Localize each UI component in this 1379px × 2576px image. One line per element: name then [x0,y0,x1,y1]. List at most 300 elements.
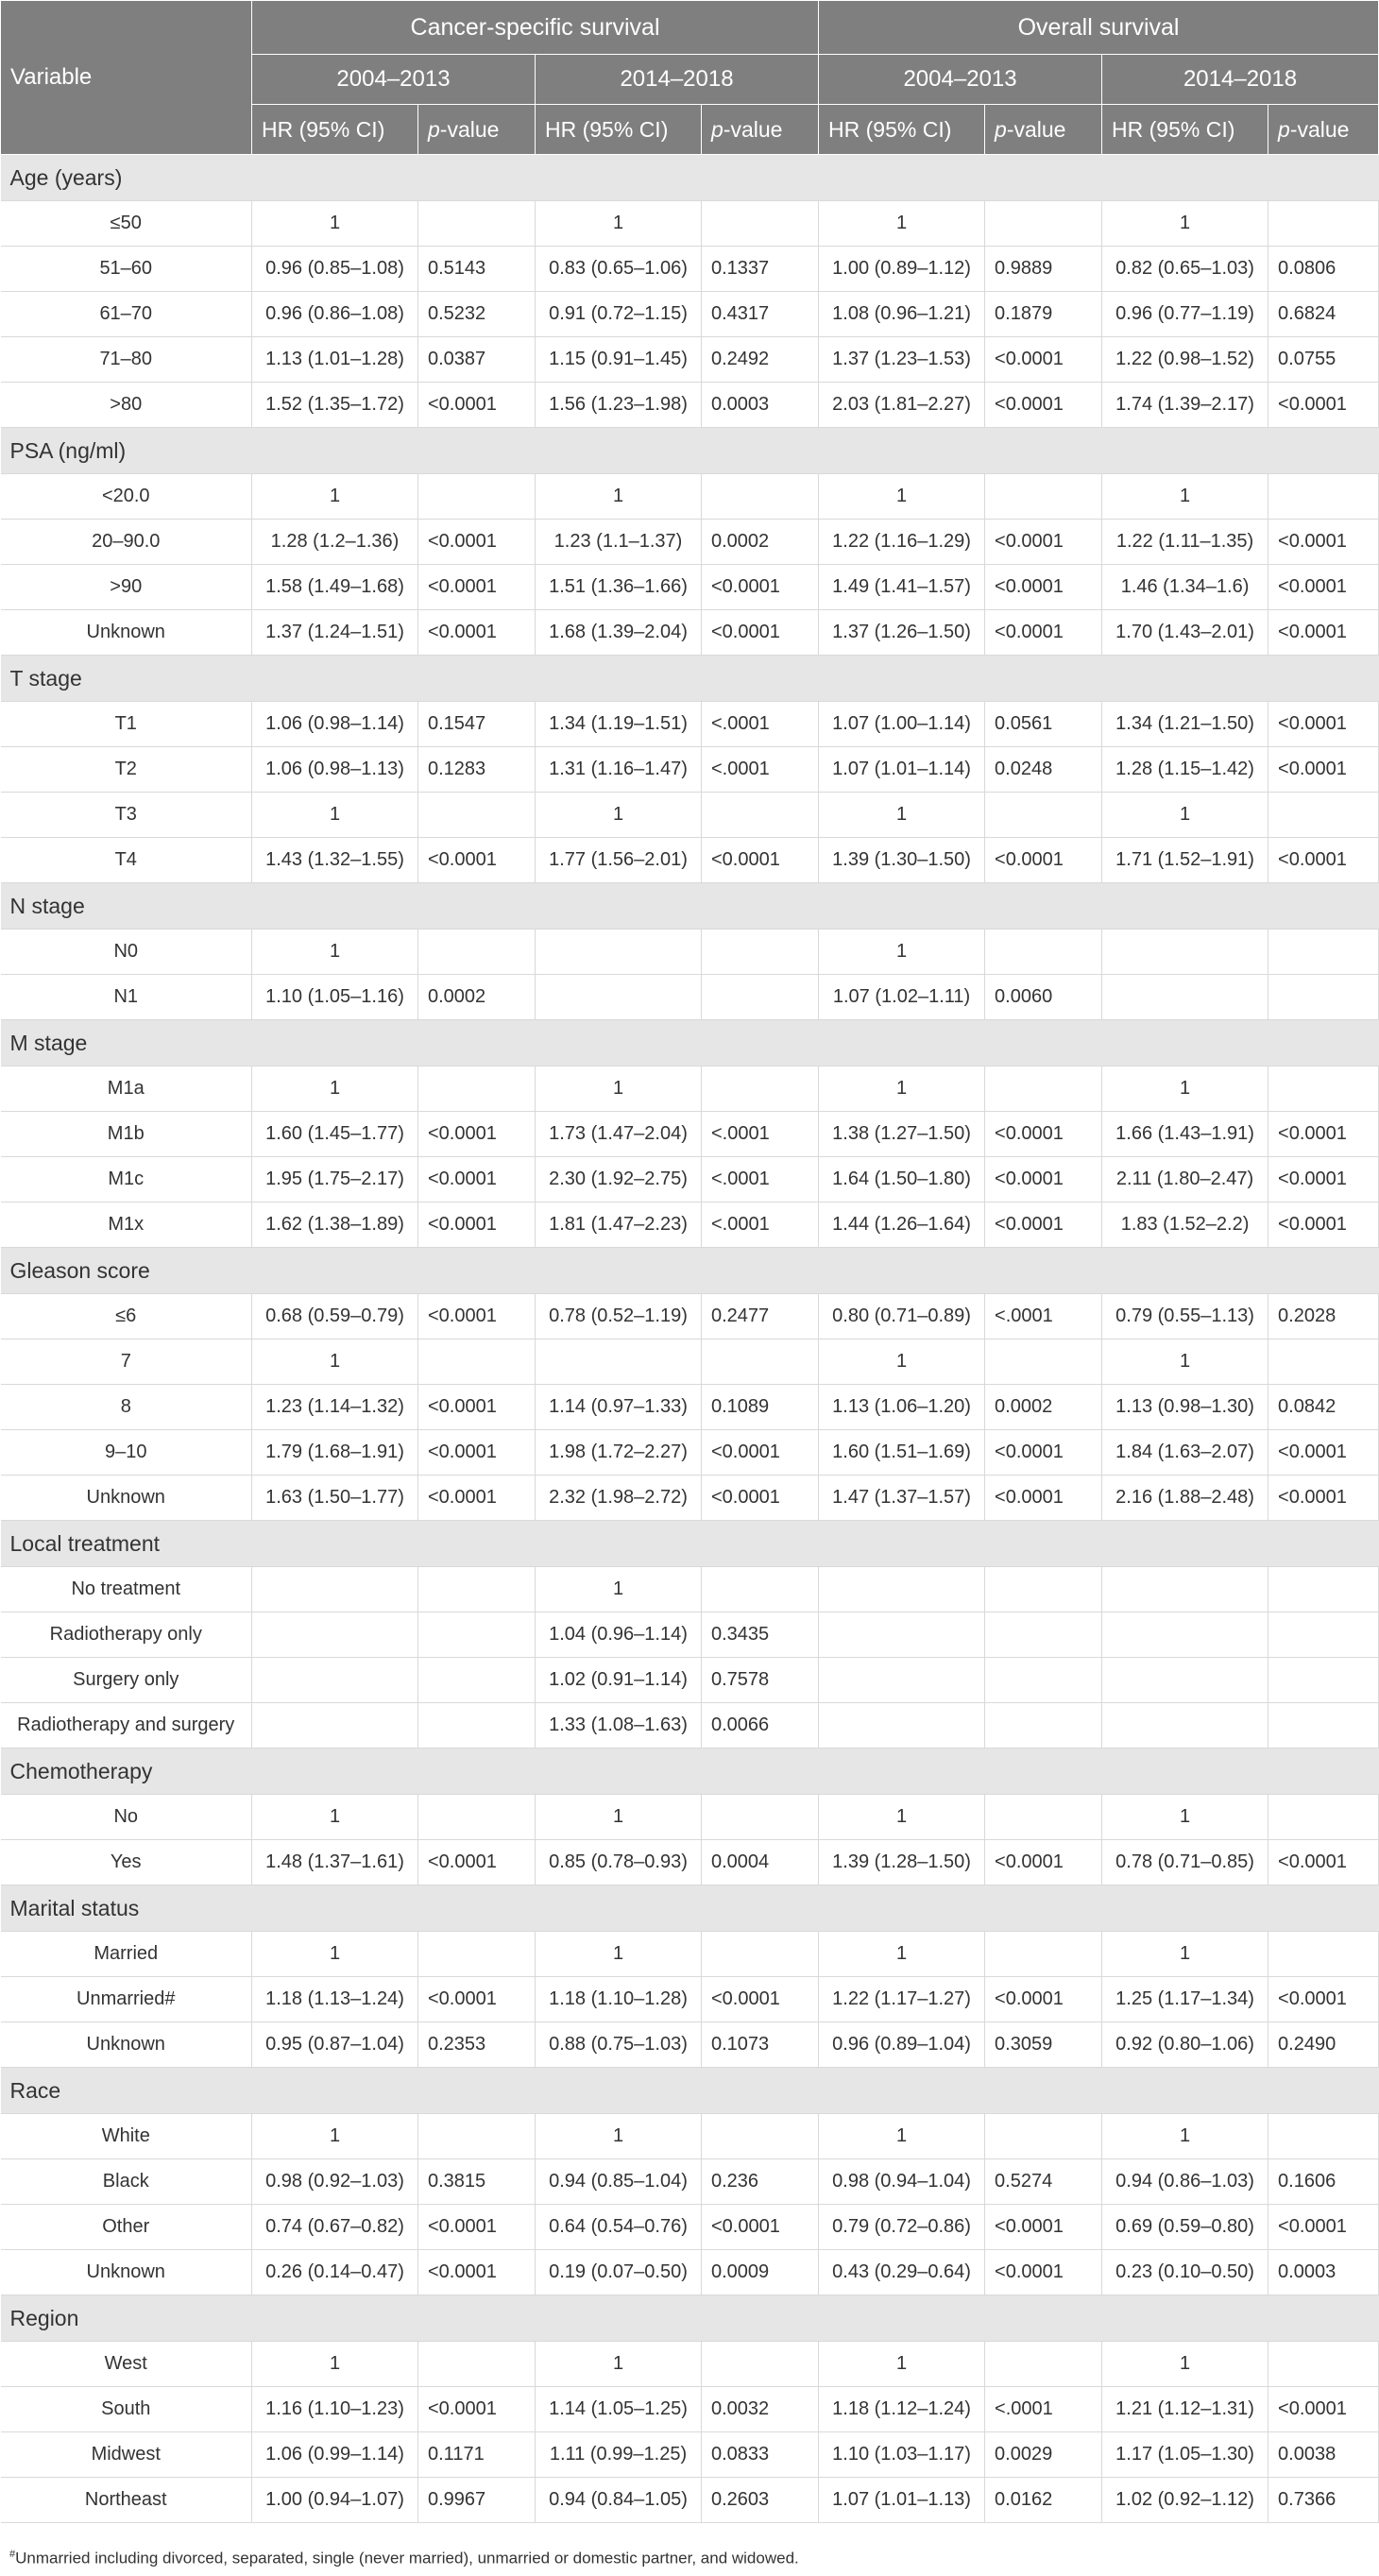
hr-cell: 1.34 (1.21–1.50) [1102,702,1268,747]
row-label: Black [1,2159,252,2205]
p-value-cell [702,1932,819,1977]
hr-cell: 1.23 (1.1–1.37) [536,520,702,565]
hr-cell: 1.43 (1.32–1.55) [252,838,418,883]
hr-cell: 1.79 (1.68–1.91) [252,1430,418,1476]
p-value-cell: <0.0001 [985,610,1102,656]
p-value-cell: <0.0001 [418,2387,536,2432]
p-value-cell [1268,474,1379,520]
hr-cell: 1 [1102,2114,1268,2159]
hr-cell: 1.60 (1.51–1.69) [819,1430,985,1476]
hr-cell: 0.43 (0.29–0.64) [819,2250,985,2295]
section-row [1,1248,1379,1294]
p-value-cell: <0.0001 [702,565,819,610]
row-label: T1 [1,702,252,747]
p-value-cell: 0.0387 [418,337,536,383]
p-value-cell [985,2342,1102,2387]
hr-cell: 1 [536,474,702,520]
p-value-cell [1268,1795,1379,1840]
row-label: ≤50 [1,201,252,247]
p-value-cell: 0.0833 [702,2432,819,2478]
section-title: T stage [1,656,1379,702]
p-value-cell: <.0001 [702,1157,819,1203]
hr-cell: 1 [252,930,418,975]
hr-cell: 1 [1102,1066,1268,1112]
row-label: T4 [1,838,252,883]
p-value-cell: <0.0001 [1268,1977,1379,2022]
table-row [1,201,1379,247]
p-value-cell [985,2114,1102,2159]
hr-cell: 1.06 (0.99–1.14) [252,2432,418,2478]
hr-cell: 2.11 (1.80–2.47) [1102,1157,1268,1203]
p-value-cell: <0.0001 [418,1157,536,1203]
hr-cell [536,975,702,1020]
hr-cell: 1.14 (0.97–1.33) [536,1385,702,1430]
hr-cell: 1.56 (1.23–1.98) [536,383,702,428]
section-row [1,428,1379,474]
hr-cell: 1 [819,793,985,838]
section-title: PSA (ng/ml) [1,428,1379,474]
hr-cell: 0.92 (0.80–1.06) [1102,2022,1268,2068]
table-row [1,1157,1379,1203]
footnote-mark: # [9,2549,16,2560]
table-row [1,1932,1379,1977]
hr-cell [1102,1567,1268,1612]
hr-cell [819,1658,985,1703]
p-value-cell: <0.0001 [418,2250,536,2295]
p-value-cell [1268,1339,1379,1385]
p-value-cell: <0.0001 [985,1476,1102,1521]
row-label: South [1,2387,252,2432]
p-value-cell: <0.0001 [418,838,536,883]
hr-cell: 1 [819,1932,985,1977]
p-value-cell [1268,1932,1379,1977]
p-value-cell: 0.0029 [985,2432,1102,2478]
hr-cell: 1.23 (1.14–1.32) [252,1385,418,1430]
hr-cell: 1.07 (1.02–1.11) [819,975,985,1020]
p-value-cell: <0.0001 [418,520,536,565]
p-value-cell: <0.0001 [702,1430,819,1476]
row-label: Yes [1,1840,252,1885]
hr-cell: 0.64 (0.54–0.76) [536,2205,702,2250]
p-value-cell: <0.0001 [985,1112,1102,1157]
hr-cell: 1.07 (1.00–1.14) [819,702,985,747]
row-label: Unknown [1,1476,252,1521]
p-value-cell: 0.9889 [985,247,1102,292]
hr-cell: 0.26 (0.14–0.47) [252,2250,418,2295]
table-row [1,1203,1379,1248]
table-row [1,793,1379,838]
table-body [1,155,1379,2523]
hr-cell: 1 [819,201,985,247]
table-row [1,474,1379,520]
p-value-cell [418,1066,536,1112]
hr-cell: 1.31 (1.16–1.47) [536,747,702,793]
row-label: M1c [1,1157,252,1203]
hr-cell: 1.07 (1.01–1.14) [819,747,985,793]
hr-cell: 1.08 (0.96–1.21) [819,292,985,337]
hr-cell: 1.13 (0.98–1.30) [1102,1385,1268,1430]
hr-cell: 1 [536,2114,702,2159]
p-value-cell: <0.0001 [985,1157,1102,1203]
hr-cell: 0.95 (0.87–1.04) [252,2022,418,2068]
hr-cell: 1.48 (1.37–1.61) [252,1840,418,1885]
table-header [1,1,1379,155]
p-value-cell: <0.0001 [1268,838,1379,883]
table-row [1,1658,1379,1703]
row-label: Unknown [1,610,252,656]
hr-cell: 0.68 (0.59–0.79) [252,1294,418,1339]
p-value-cell: <0.0001 [1268,1157,1379,1203]
table-row [1,2022,1379,2068]
hr-cell: 1 [1102,793,1268,838]
row-label: Radiotherapy and surgery [1,1703,252,1749]
section-row [1,1749,1379,1795]
p-value-cell: 0.1073 [702,2022,819,2068]
p-value-cell: <0.0001 [418,2205,536,2250]
p-value-cell: 0.2353 [418,2022,536,2068]
hr-cell: 1.81 (1.47–2.23) [536,1203,702,1248]
p-value-cell: <.0001 [702,747,819,793]
hr-cell: 2.30 (1.92–2.75) [536,1157,702,1203]
p-value-cell: <0.0001 [985,1430,1102,1476]
p-value-cell: <0.0001 [1268,383,1379,428]
p-value-cell: <0.0001 [418,610,536,656]
p-value-cell: <0.0001 [702,610,819,656]
row-label: Married [1,1932,252,1977]
section-row [1,883,1379,930]
table-row [1,1795,1379,1840]
p-value-cell [702,201,819,247]
hr-cell: 1.77 (1.56–2.01) [536,838,702,883]
hr-cell: 1.71 (1.52–1.91) [1102,838,1268,883]
row-label: 61–70 [1,292,252,337]
hr-cell: 1.84 (1.63–2.07) [1102,1430,1268,1476]
p-value-cell [985,1612,1102,1658]
hr-header: HR (95% CI) [536,105,702,155]
p-value-cell [702,2114,819,2159]
hr-cell: 1.68 (1.39–2.04) [536,610,702,656]
table-row [1,838,1379,883]
table-row [1,247,1379,292]
hr-cell: 1 [536,1066,702,1112]
hr-cell: 1 [252,1795,418,1840]
p-value-cell: <0.0001 [985,565,1102,610]
p-value-cell: 0.3815 [418,2159,536,2205]
table-row [1,565,1379,610]
hr-cell [536,1339,702,1385]
p-value-cell: 0.0002 [985,1385,1102,1430]
hr-cell: 1 [819,1066,985,1112]
hr-cell: 0.96 (0.77–1.19) [1102,292,1268,337]
p-value-cell: <0.0001 [985,838,1102,883]
row-label: No [1,1795,252,1840]
table-row [1,1112,1379,1157]
p-value-cell: 0.0162 [985,2478,1102,2523]
table-row [1,1066,1379,1112]
row-label: West [1,2342,252,2387]
hr-cell: 0.98 (0.92–1.03) [252,2159,418,2205]
p-value-cell: <0.0001 [418,1977,536,2022]
hr-cell: 1.39 (1.30–1.50) [819,838,985,883]
row-label: M1a [1,1066,252,1112]
p-value-cell: <0.0001 [985,2250,1102,2295]
p-value-cell: <0.0001 [418,1385,536,1430]
p-value-cell: <0.0001 [985,1203,1102,1248]
p-value-cell: 0.0755 [1268,337,1379,383]
hr-cell: 1.00 (0.89–1.12) [819,247,985,292]
p-value-cell [418,2114,536,2159]
hr-cell: 1 [252,1339,418,1385]
table-row [1,1977,1379,2022]
table-row [1,337,1379,383]
hr-cell: 1 [536,201,702,247]
hr-cell: 1.22 (1.16–1.29) [819,520,985,565]
group-header-cancer-specific: Cancer-specific survival [252,1,819,55]
hr-header: HR (95% CI) [252,105,418,155]
p-value-cell [702,474,819,520]
hr-cell: 1 [1102,474,1268,520]
hr-cell [819,1703,985,1749]
p-value-cell: <0.0001 [1268,610,1379,656]
p-value-cell: 0.0248 [985,747,1102,793]
section-title: Chemotherapy [1,1749,1379,1795]
table-row [1,292,1379,337]
hr-cell: 1.11 (0.99–1.25) [536,2432,702,2478]
table-row [1,1430,1379,1476]
hr-cell: 1.73 (1.47–2.04) [536,1112,702,1157]
hr-cell: 0.96 (0.89–1.04) [819,2022,985,2068]
hr-cell: 1.58 (1.49–1.68) [252,565,418,610]
p-value-cell: 0.0002 [702,520,819,565]
row-label: T3 [1,793,252,838]
hr-cell: 0.96 (0.85–1.08) [252,247,418,292]
hr-cell [252,1703,418,1749]
hr-header: HR (95% CI) [819,105,985,155]
p-value-cell: 0.0060 [985,975,1102,1020]
p-value-header: p-value [985,105,1102,155]
hr-cell: 1.64 (1.50–1.80) [819,1157,985,1203]
hr-cell: 1.22 (1.11–1.35) [1102,520,1268,565]
period-header: 2014–2018 [536,55,819,105]
p-value-cell: <0.0001 [1268,520,1379,565]
p-value-cell [418,1567,536,1612]
table-row [1,930,1379,975]
section-title: Race [1,2068,1379,2114]
hr-cell: 1.10 (1.03–1.17) [819,2432,985,2478]
section-title: Local treatment [1,1521,1379,1567]
hr-cell: 1.02 (0.91–1.14) [536,1658,702,1703]
p-value-cell [418,1658,536,1703]
table-row [1,702,1379,747]
hr-cell: 1 [1102,2342,1268,2387]
p-value-header: p-value [1268,105,1379,155]
p-value-cell: <0.0001 [418,1476,536,1521]
p-value-cell [418,930,536,975]
p-value-cell [418,1795,536,1840]
p-value-cell: 0.1547 [418,702,536,747]
hr-cell: 1.13 (1.06–1.20) [819,1385,985,1430]
hr-cell: 1.04 (0.96–1.14) [536,1612,702,1658]
p-value-cell: <0.0001 [1268,702,1379,747]
hr-cell [536,930,702,975]
p-value-cell [985,1567,1102,1612]
p-value-cell: <0.0001 [1268,1203,1379,1248]
hr-cell: 1.62 (1.38–1.89) [252,1203,418,1248]
hr-cell: 0.23 (0.10–0.50) [1102,2250,1268,2295]
p-value-cell: <0.0001 [1268,1430,1379,1476]
hr-cell: 0.79 (0.72–0.86) [819,2205,985,2250]
hr-cell [1102,1703,1268,1749]
hr-cell: 1.13 (1.01–1.28) [252,337,418,383]
p-value-cell: <.0001 [702,1203,819,1248]
hr-cell: 0.96 (0.86–1.08) [252,292,418,337]
p-value-cell: <0.0001 [418,1112,536,1157]
hr-cell [819,1567,985,1612]
p-value-cell [418,201,536,247]
hr-cell: 1.47 (1.37–1.57) [819,1476,985,1521]
footnote-text: Unmarried including divorced, separated, single (never married), unmarried or domestic partner, and widowed. [15,2549,799,2567]
p-value-cell: 0.1337 [702,247,819,292]
row-label: Unknown [1,2250,252,2295]
table-row [1,610,1379,656]
p-value-cell: 0.9967 [418,2478,536,2523]
p-value-cell: 0.2028 [1268,1294,1379,1339]
section-row [1,656,1379,702]
p-value-cell: 0.7366 [1268,2478,1379,2523]
p-value-header: p-value [418,105,536,155]
row-label: 8 [1,1385,252,1430]
row-label: M1x [1,1203,252,1248]
p-value-cell [985,930,1102,975]
hr-cell: 1.17 (1.05–1.30) [1102,2432,1268,2478]
p-value-cell: 0.3059 [985,2022,1102,2068]
row-label: White [1,2114,252,2159]
p-value-cell: 0.6824 [1268,292,1379,337]
table-row [1,2114,1379,2159]
hr-cell: 0.94 (0.86–1.03) [1102,2159,1268,2205]
p-value-cell [418,793,536,838]
hr-cell: 1.51 (1.36–1.66) [536,565,702,610]
p-value-cell: <0.0001 [702,838,819,883]
p-value-cell: <0.0001 [1268,2205,1379,2250]
p-value-cell [1268,793,1379,838]
hr-cell: 1 [252,2342,418,2387]
p-value-cell: <.0001 [702,702,819,747]
p-value-cell [1268,1703,1379,1749]
p-value-cell: <.0001 [985,1294,1102,1339]
p-value-cell [702,930,819,975]
p-value-cell: <0.0001 [1268,1112,1379,1157]
p-value-cell: <0.0001 [702,1977,819,2022]
hr-cell: 1 [536,2342,702,2387]
p-value-cell: <0.0001 [1268,1476,1379,1521]
p-value-cell: 0.0066 [702,1703,819,1749]
table-row [1,1294,1379,1339]
hr-cell: 1 [252,474,418,520]
hr-cell: 1 [819,2342,985,2387]
hr-cell: 1.95 (1.75–2.17) [252,1157,418,1203]
p-value-cell [985,1339,1102,1385]
p-value-cell [1268,930,1379,975]
hr-cell: 1.37 (1.23–1.53) [819,337,985,383]
p-value-cell [985,1703,1102,1749]
table-row [1,2387,1379,2432]
section-title: Marital status [1,1885,1379,1932]
hr-cell: 1.28 (1.15–1.42) [1102,747,1268,793]
p-value-cell: 0.1283 [418,747,536,793]
hr-cell: 1 [536,1932,702,1977]
p-value-cell: <0.0001 [1268,2387,1379,2432]
p-value-cell: 0.0003 [1268,2250,1379,2295]
hr-cell: 1.18 (1.13–1.24) [252,1977,418,2022]
hr-cell: 1 [819,930,985,975]
table-row [1,2250,1379,2295]
hr-cell: 1.63 (1.50–1.77) [252,1476,418,1521]
hr-cell: 1.83 (1.52–2.2) [1102,1203,1268,1248]
p-value-cell [702,1339,819,1385]
period-header: 2004–2013 [252,55,536,105]
hr-cell: 1.18 (1.12–1.24) [819,2387,985,2432]
p-value-cell: <.0001 [985,2387,1102,2432]
row-label: Unknown [1,2022,252,2068]
hr-cell: 1.37 (1.24–1.51) [252,610,418,656]
period-header: 2014–2018 [1102,55,1379,105]
hr-cell: 1.46 (1.34–1.6) [1102,565,1268,610]
hr-cell: 1.10 (1.05–1.16) [252,975,418,1020]
section-title: N stage [1,883,1379,930]
hr-cell: 1.49 (1.41–1.57) [819,565,985,610]
p-value-cell: <0.0001 [418,383,536,428]
p-value-cell: 0.0038 [1268,2432,1379,2478]
row-label: 71–80 [1,337,252,383]
table-row [1,1567,1379,1612]
hr-cell: 0.69 (0.59–0.80) [1102,2205,1268,2250]
table-row [1,2432,1379,2478]
hr-cell [252,1567,418,1612]
hr-cell: 1.34 (1.19–1.51) [536,702,702,747]
hr-header: HR (95% CI) [1102,105,1268,155]
hr-cell [1102,1612,1268,1658]
p-value-cell [985,1795,1102,1840]
table-row [1,520,1379,565]
hr-cell: 1.37 (1.26–1.50) [819,610,985,656]
footnote [9,2549,799,2568]
variable-header: Variable [1,1,252,155]
p-value-cell: <0.0001 [702,2205,819,2250]
p-value-cell: <0.0001 [418,1294,536,1339]
p-value-cell [418,474,536,520]
section-row [1,1020,1379,1066]
hr-cell: 0.19 (0.07–0.50) [536,2250,702,2295]
row-label: T2 [1,747,252,793]
hr-cell: 0.78 (0.52–1.19) [536,1294,702,1339]
hr-cell: 0.79 (0.55–1.13) [1102,1294,1268,1339]
p-value-cell: <0.0001 [1268,747,1379,793]
p-value-cell: 0.1606 [1268,2159,1379,2205]
p-value-cell: 0.5232 [418,292,536,337]
hr-cell: 1.14 (1.05–1.25) [536,2387,702,2432]
p-value-cell: 0.2603 [702,2478,819,2523]
p-value-cell [702,1567,819,1612]
p-value-cell [1268,1658,1379,1703]
hr-cell [252,1658,418,1703]
row-label: ≤6 [1,1294,252,1339]
p-value-cell: 0.0009 [702,2250,819,2295]
hr-cell: 1.02 (0.92–1.12) [1102,2478,1268,2523]
group-header-overall: Overall survival [819,1,1379,55]
row-label: Other [1,2205,252,2250]
p-value-cell: 0.1089 [702,1385,819,1430]
